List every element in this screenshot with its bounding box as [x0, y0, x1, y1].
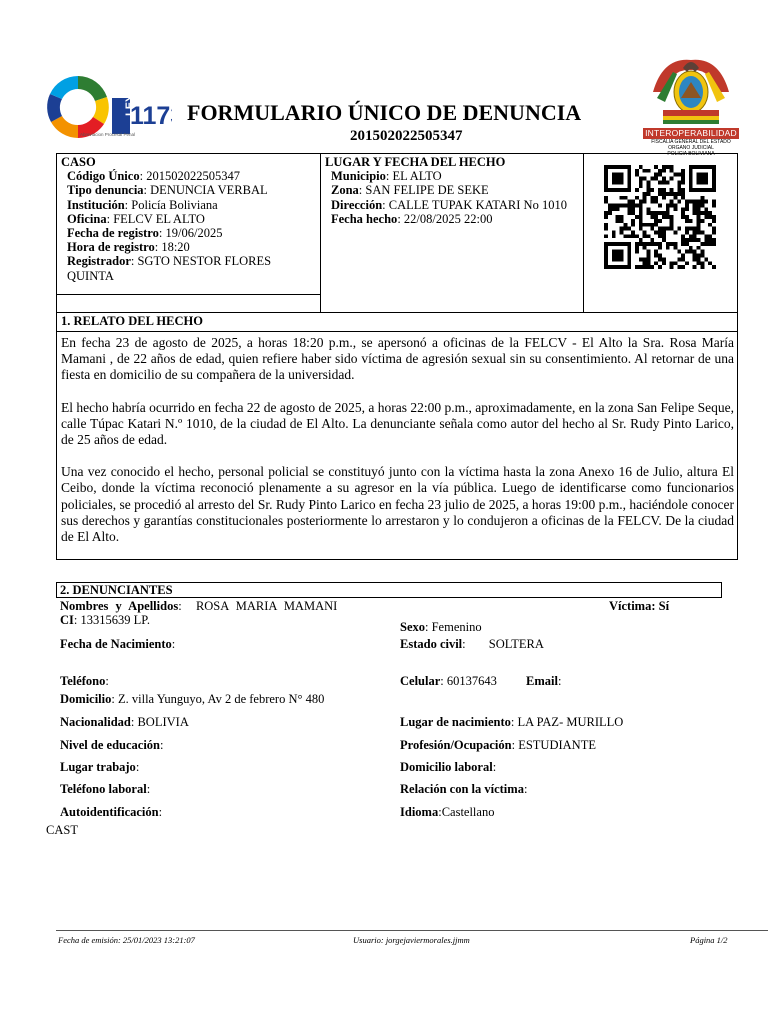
seal-line: ORGANO JUDICIAL: [668, 145, 714, 151]
lugar-trabajo-field: Lugar trabajo:: [60, 760, 140, 774]
denunciantes-heading: 2. DENUNCIANTES: [60, 583, 173, 597]
interoperabilidad-seal: [643, 52, 739, 157]
seal-line: FISCALIA GENERAL DEL ESTADO: [651, 139, 731, 145]
domicilio-laboral-field: Domicilio laboral:: [400, 760, 497, 774]
victima-field: Víctima: Sí: [609, 599, 670, 613]
telefono-laboral-field: Teléfono laboral:: [60, 782, 151, 796]
lugar-heading: LUGAR Y FECHA DEL HECHO: [325, 155, 506, 169]
caso-field: Hora de registro: 18:20: [67, 240, 190, 255]
autoidentificacion-field: Autoidentificación:: [60, 805, 163, 819]
document-title: FORMULARIO ÚNICO DE DENUNCIA: [187, 100, 582, 125]
nivel-educacion-field: Nivel de educación:: [60, 738, 164, 752]
telefono-field: Teléfono:: [60, 674, 109, 688]
relato-paragraph: En fecha 23 de agosto de 2025, a horas 18:20 p.m., se apersonó a oficinas de la FELCV - El Alto la Sra. Rosa María Mamani , de 22 años de edad, quien refiere haber sido víctima de agresión sexual sin su consentimiento. Al retornar de una fiesta en domicilio de su compañera de la universidad.: [61, 335, 734, 383]
footer-fecha-emision: Fecha de emisión: 25/01/2023 13:21:07: [58, 935, 195, 945]
svg-text:LEY: LEY: [124, 94, 136, 116]
relacion-victima-field: Relación con la víctima:: [400, 782, 528, 796]
relato-paragraph: Una vez conocido el hecho, personal policial se constituyó junto con la víctima hasta la zona Anexo 16 de Julio, altura El Ceibo, donde la víctima reconoció plenamente a su agresor en la vía pública. Luego de identificarse como funcionarios policiales, se procedió al arresto del Sr. Rudy Pinto Larico en fecha 23 julio de 2025, a horas 19:00 p.m., haciéndole conocer sus derechos y garantías constitucionales posteriormente lo arrestaron y lo condujeron a oficinas de la FELCV. De la ciudad de El Alto.: [61, 464, 734, 545]
caso-heading: CASO: [61, 155, 96, 169]
celular-field: Celular: 60137643: [400, 674, 497, 688]
fecha-nacimiento-field: Fecha de Nacimiento:: [60, 637, 176, 651]
footer-divider: [56, 930, 768, 931]
sexo-field: Sexo: Femenino: [400, 620, 482, 634]
profesion-field: Profesión/Ocupación: ESTUDIANTE: [400, 738, 596, 752]
seal-line: POLICIA BOLIVIANA: [667, 151, 715, 157]
footer-pagina: Página 1/2: [690, 935, 728, 945]
idioma-field: Idioma:Castellano: [400, 805, 495, 819]
caso-field: Fecha de registro: 19/06/2025: [67, 226, 223, 241]
lugar-field: Zona: SAN FELIPE DE SEKE: [331, 183, 489, 198]
domicilio-field: Domicilio: Z. villa Yunguyo, Av 2 de febrero N° 480: [60, 692, 325, 706]
bolivia-coat-of-arms-icon: [643, 52, 739, 124]
nombres-field: Nombres y Apellidos: ROSA MARIA MAMANI: [60, 599, 338, 613]
lugar-field: Municipio: EL ALTO: [331, 169, 442, 184]
interoperabilidad-badge: INTEROPERABILIDAD: [643, 128, 739, 139]
relato-body: [61, 335, 734, 545]
estado-civil-field: Estado civil: SOLTERA: [400, 637, 544, 651]
svg-text:Abreviacion Procesal Penal: Abreviacion Procesal Penal: [80, 132, 136, 137]
caso-field: Oficina: FELCV EL ALTO: [67, 211, 205, 226]
lugar-field: Dirección: CALLE TUPAK KATARI No 1010: [331, 197, 567, 212]
nacionalidad-field: Nacionalidad: BOLIVIA: [60, 715, 189, 729]
logo-number: 117: [130, 102, 171, 130]
caso-field: Código Único: 201502022505347: [67, 169, 240, 184]
relato-paragraph: El hecho habría ocurrido en fecha 22 de agosto de 2025, a horas 22:00 p.m., aproximadamente, en la zona San Felipe Seque, calle Túpac Katari N.º 1010, de la ciudad de El Alto. La denunciante señala como autor del hecho al Sr. Rudy Pinto Larico, de 25 años de edad.: [61, 399, 734, 448]
qr-code-icon: [604, 165, 716, 269]
email-field: Email:: [526, 674, 562, 688]
lugar-nacimiento-field: Lugar de nacimiento: LA PAZ- MURILLO: [400, 715, 624, 729]
ley-1173-logo: [40, 70, 172, 140]
ci-field: CI: 13315639 LP.: [60, 613, 150, 627]
lugar-section: [325, 155, 580, 226]
caso-field: Registrador: SGTO NESTOR FLORES QUINTA: [67, 254, 272, 283]
lugar-field: Fecha hecho: 22/08/2025 22:00: [331, 211, 493, 226]
relato-heading: 1. RELATO DEL HECHO: [61, 314, 203, 328]
caso-field: Institución: Policía Boliviana: [67, 197, 218, 212]
caso-section: [61, 155, 316, 283]
extra-note: CAST: [46, 823, 78, 837]
caso-field: Tipo denuncia: DENUNCIA VERBAL: [67, 183, 268, 198]
document-code: 201502022505347: [350, 128, 463, 144]
footer-usuario: Usuario: jorgejaviermorales.jjmm: [353, 935, 470, 945]
